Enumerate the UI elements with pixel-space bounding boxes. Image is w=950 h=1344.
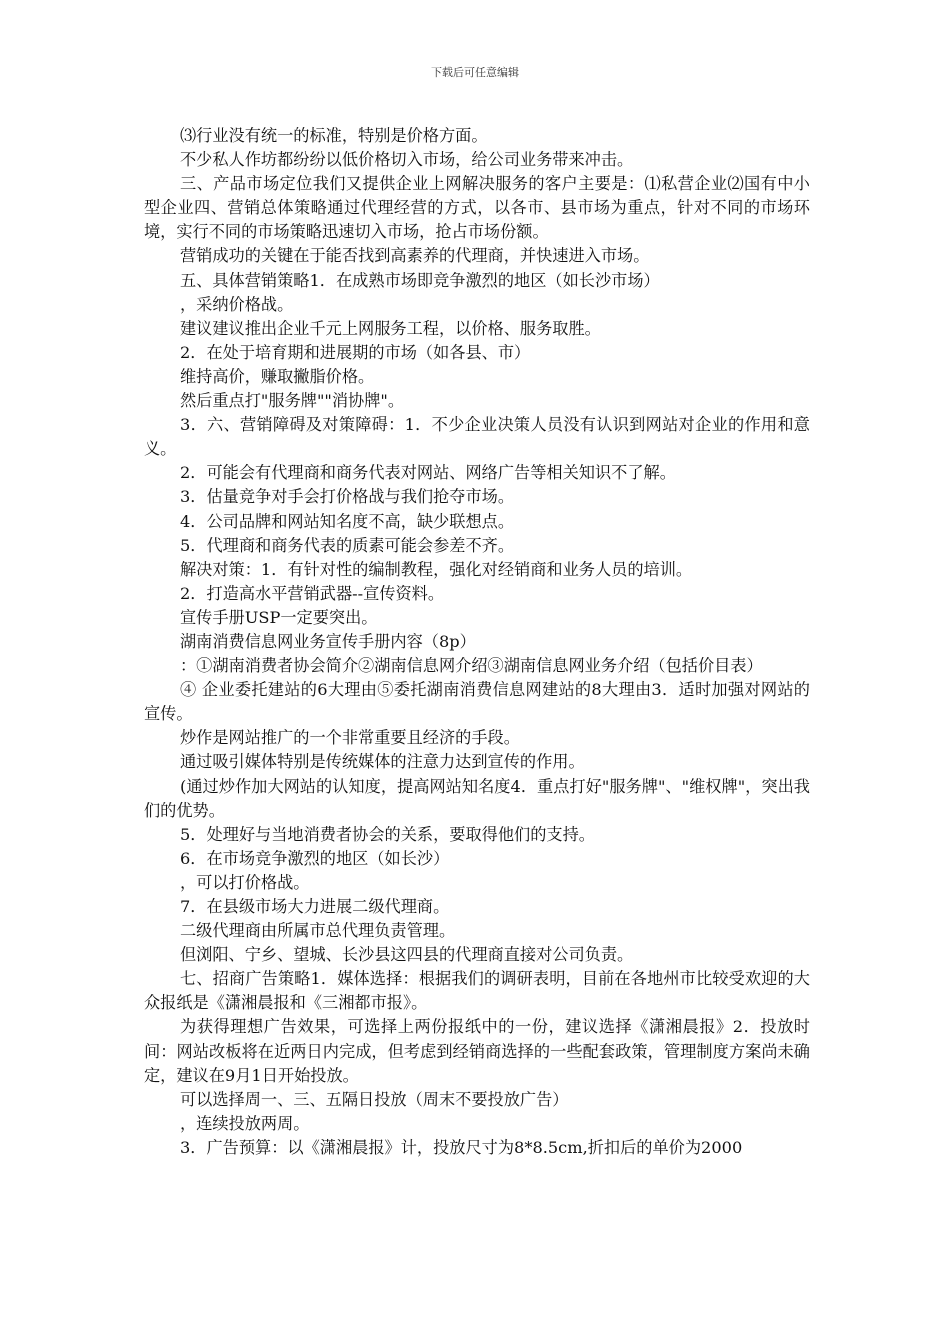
paragraph: 2．可能会有代理商和商务代表对网站、网络广告等相关知识不了解。 <box>180 463 676 483</box>
paragraph: 宣传手册USP一定要突出。 <box>180 607 378 627</box>
paragraph: 炒作是网站推广的一个非常重要且经济的手段。 <box>180 728 520 748</box>
paragraph: 三、产品市场定位我们又提供企业上网解决服务的客户主要是：⑴私营企业⑵国有中小型企业四、营销总体策略通过代理经营的方式，以各市、县市场为重点，针对不同的市场环境，实行不同的市场策略迅速切入市场，抢占市场份额。 <box>144 174 810 242</box>
page-header: 下载后可任意编辑 <box>431 66 519 79</box>
paragraph: 然后重点打"服务牌""消协牌"。 <box>180 391 405 411</box>
paragraph: 可以选择周一、三、五隔日投放（周末不要投放广告） <box>180 1089 569 1109</box>
paragraph: ，连续投放两周。 <box>180 1113 310 1133</box>
paragraph: ，采纳价格战。 <box>180 294 294 314</box>
paragraph: 5．处理好与当地消费者协会的关系，要取得他们的支持。 <box>180 824 595 844</box>
paragraph: 6．在市场竞争激烈的地区（如长沙） <box>180 848 450 868</box>
paragraph: ⑶行业没有统一的标准，特别是价格方面。 <box>180 126 488 145</box>
paragraph: 2．在处于培育期和进展期的市场（如各县、市） <box>180 342 531 362</box>
paragraph: 通过吸引媒体特别是传统媒体的注意力达到宣传的作用。 <box>180 752 585 772</box>
paragraph: 但浏阳、宁乡、望城、长沙县这四县的代理商直接对公司负责。 <box>180 945 634 965</box>
paragraph: 五、具体营销策略1．在成熟市场即竞争激烈的地区（如长沙市场） <box>180 270 660 290</box>
paragraph: 七、招商广告策略1．媒体选择：根据我们的调研表明，目前在各地州市比较受欢迎的大众报纸是《潇湘晨报和《三湘都市报》。 <box>144 969 810 1013</box>
paragraph: 2．打造高水平营销武器--宣传资料。 <box>180 583 445 603</box>
paragraph: 7．在县级市场大力进展二级代理商。 <box>180 897 450 916</box>
paragraph: 4．公司品牌和网站知名度不高，缺少联想点。 <box>180 511 515 531</box>
paragraph: 3．估量竞争对手会打价格战与我们抢夺市场。 <box>180 487 515 507</box>
paragraph: 维持高价，赚取撇脂价格。 <box>180 366 375 386</box>
paragraph: 建议建议推出企业千元上网服务工程，以价格、服务取胜。 <box>180 318 601 338</box>
paragraph: 3．六、营销障碍及对策障碍：1．不少企业决策人员没有认识到网站对企业的作用和意义。 <box>144 415 810 459</box>
paragraph: ，可以打价格战。 <box>180 872 310 892</box>
paragraph: ：①湖南消费者协会简介②湖南信息网介绍③湖南信息网业务介绍（包括价目表） <box>180 656 763 676</box>
paragraph: 不少私人作坊都纷纷以低价格切入市场，给公司业务带来冲击。 <box>180 150 634 170</box>
paragraph: (通过炒作加大网站的认知度，提高网站知名度4．重点打好"服务牌"、"维权牌"，突出我们的优势。 <box>144 776 810 820</box>
paragraph: 湖南消费信息网业务宣传手册内容（8p） <box>180 631 476 651</box>
paragraph: 3．广告预算：以《潇湘晨报》计，投放尺寸为8*8.5cm,折扣后的单价为2000 <box>180 1137 743 1157</box>
paragraph: 5．代理商和商务代表的质素可能会参差不齐。 <box>180 535 515 555</box>
paragraph: 二级代理商由所属市总代理负责管理。 <box>180 921 456 941</box>
paragraph: 为获得理想广告效果，可选择上两份报纸中的一份，建议选择《潇湘晨报》2．投放时间：网站改板将在近两日内完成，但考虑到经销商选择的一些配套政策，管理制度方案尚未确定，建议在9月1日开始投放。 <box>144 1017 810 1085</box>
document-body <box>144 124 810 1160</box>
paragraph: 营销成功的关键在于能否找到高素养的代理商，并快速进入市场。 <box>180 246 650 266</box>
paragraph: 解决对策：1．有针对性的编制教程，强化对经销商和业务人员的培训。 <box>180 559 693 579</box>
paragraph: ④ 企业委托建站的6大理由⑤委托湖南消费信息网建站的8大理由3．适时加强对网站的宣传。 <box>144 680 810 724</box>
